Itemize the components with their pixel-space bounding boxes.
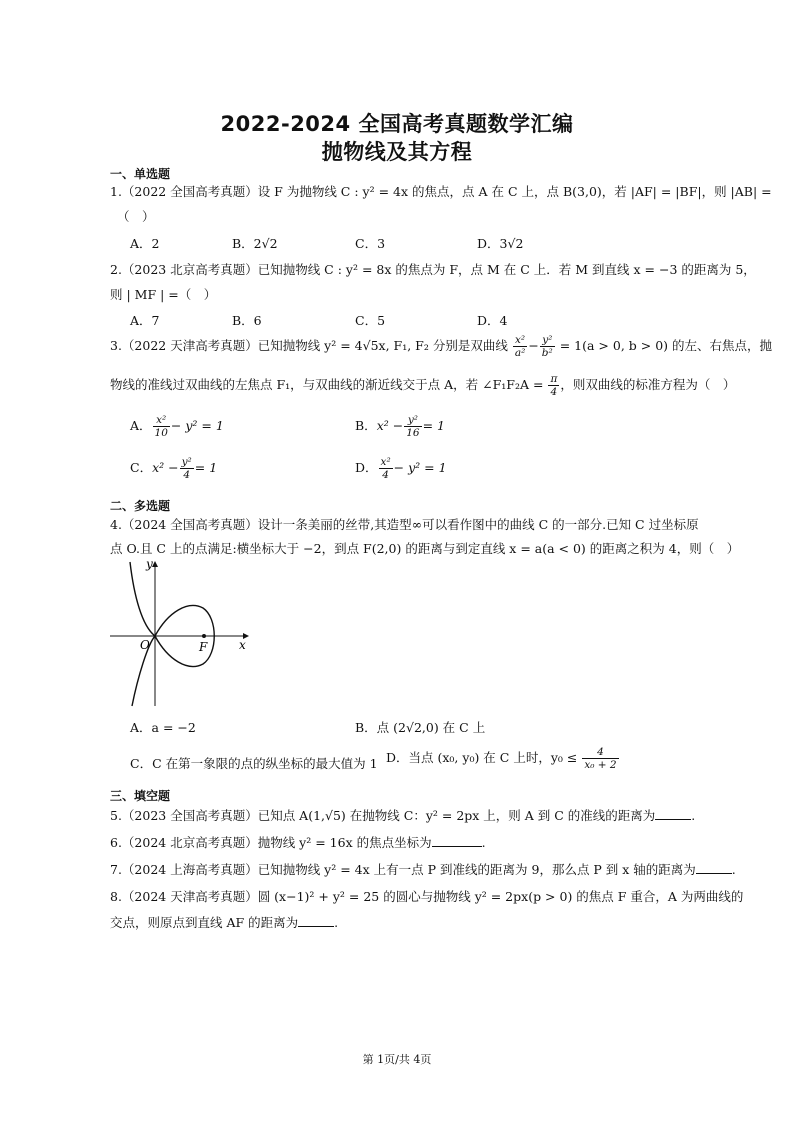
q3-stem-part1: 3.（2022 天津高考真题）已知抛物线 y² = 4√5x, F₁, F₂ 分别是双曲线 [110,338,508,353]
q8-stem: 8.（2024 天津高考真题）圆 (x−1)² + y² = 25 的圆心与抛物线 y² = 2px(p > 0) 的焦点 F 重合，A 为两曲线的 [110,889,744,904]
q7-blank[interactable] [696,863,732,874]
q4-option-c: C．C 在第一象限的点的纵坐标的最大值为 1 [130,756,378,771]
q3-option-c: C．x² − $\frac{\text{y²}}{4}$ = 1 [130,456,218,481]
q1-paren: （ ） [117,209,155,224]
q8-blank[interactable] [298,916,334,927]
q2-option-d: D．4 [477,313,508,328]
curve-c [130,562,155,706]
q6-blank[interactable] [432,836,482,847]
q4-stem: 4.（2024 全国高考真题）设计一条美丽的丝带,其造型∞可以看作图中的曲线 C 的一部分.已知 C 过坐标原 [110,517,699,532]
q3-frac-pi: $\frac{\pi}{4}$ [550,373,558,398]
q4-stem-cont: 点 O.且 C 上的点满足:横坐标大于 −2，到点 F(2,0) 的距离与到定直线 x = a(a < 0) 的距离之积为 4，则（ ） [110,541,740,556]
curve-figure [108,556,258,708]
q4-option-d: D．当点 (x₀, y₀) 在 C 上时，y₀ ≤ $\frac{4}{\text{x₀ + 2}}$ [386,746,617,771]
q3-stem-cont: 物线的准线过双曲线的左焦点 F₁，与双曲线的渐近线交于点 A，若 ∠F₁F₂A = $\frac{\pi}{4}$ ，则双曲线的标准方程为（ ） [110,373,736,398]
q1-option-c: C．3 [355,236,386,251]
q4-option-b: B．点 (2√2,0) 在 C 上 [355,720,486,735]
q2-stem: 2.（2023 北京高考真题）已知抛物线 C : y² = 8x 的焦点为 F，点 M 在 C 上．若 M 到直线 x = −3 的距离为 5， [110,262,756,277]
q3-stem-part2: = 1(a > 0, b > 0) 的左、右焦点，抛 [559,338,772,353]
q2-option-a: A．7 [130,313,160,328]
q8-stem-cont: 交点，则原点到直线 AF 的距离为 . [110,915,339,930]
q2-option-c: C．5 [355,313,386,328]
label-f: F [199,640,208,654]
q5-blank[interactable] [655,809,691,820]
q1-option-b: B．2√2 [232,236,278,251]
section-single-choice: 一、单选题 [110,167,171,181]
page-title: 2022-2024 全国高考真题数学汇编 [220,112,574,136]
page-subtitle: 抛物线及其方程 [321,140,473,164]
q5-stem: 5.（2023 全国高考真题）已知点 A(1,√5) 在抛物线 C：y² = 2px 上，则 A 到 C 的准线的距离为 . [110,808,696,823]
section-multi-choice: 二、多选题 [110,499,171,513]
q3-frac-y: $\frac{\text{y²}}{\text{b²}}$ [541,334,553,359]
q3-option-b: B．x² − $\frac{\text{y²}}{16}$ = 1 [355,414,445,439]
q7-stem: 7.（2024 上海高考真题）已知抛物线 y² = 4x 上有一点 P 到准线的距离为 9，那么点 P 到 x 轴的距离为 . [110,862,736,877]
q3-option-d: D． $\frac{\text{x²}}{4}$ − y² = 1 [355,456,447,481]
label-y: y [146,557,153,571]
label-x: x [239,638,246,652]
page-footer: 第 1页/共 4页 [362,1053,432,1066]
label-o: O [140,638,150,652]
focus-point [202,634,206,638]
q6-stem: 6.（2024 北京高考真题）抛物线 y² = 16x 的焦点坐标为 . [110,835,486,850]
q1-stem: 1.（2022 全国高考真题）设 F 为抛物线 C : y² = 4x 的焦点，点 A 在 C 上，点 B(3,0)，若 |AF| = |BF|，则 |AB| = [110,184,772,199]
q1-option-d: D．3√2 [477,236,524,251]
q3-frac-x: $\frac{\text{x²}}{\text{a²}}$ [514,334,526,359]
q4-option-a: A．a = −2 [130,720,196,735]
q3-stem: 3.（2022 天津高考真题）已知抛物线 y² = 4√5x, F₁, F₂ 分别是双曲线 $\frac{\text{x²}}{\text{a²}}$ − $\frac{\text{y²}}{\text{b²}}$ = 1(a > 0, b > 0) 的左、右焦点，抛 [110,334,772,359]
q2-option-b: B．6 [232,313,262,328]
q1-option-a: A．2 [130,236,160,251]
q3-option-a: A． $\frac{\text{x²}}{10}$ − y² = 1 [130,414,224,439]
section-fill-in: 三、填空题 [110,789,171,803]
q2-stem-cont: 则 | MF | =（ ） [110,287,217,302]
